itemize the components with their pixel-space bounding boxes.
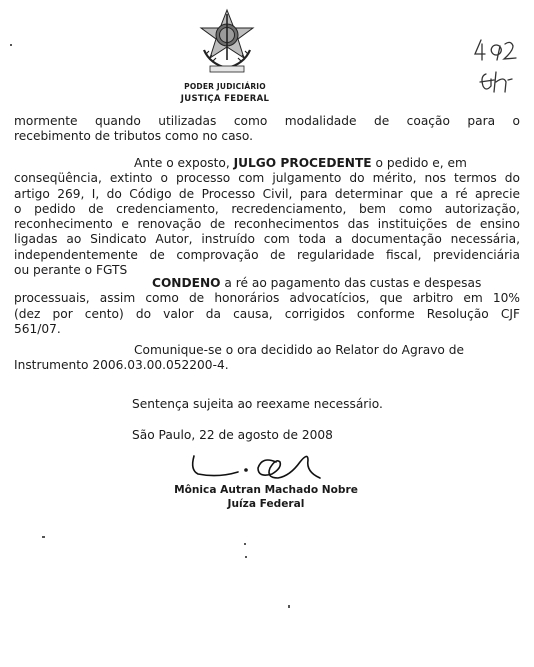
text-line: recebimento de tributos como no caso. [14,129,254,144]
review-sentence: Sentença sujeita ao reexame necessário. [132,397,383,411]
text-line: mormente quando utilizadas como modalidade de coação para o [14,114,520,128]
text-line: artigo 269, I, do Código de Processo Civil, para determinar que a ré aprecie [14,186,520,201]
text-line: ligadas ao Sindicato Autor, instruído com toda a documentação necessária, [14,232,520,247]
judge-name: Mônica Autran Machado Nobre [174,484,358,496]
text-line: independentemente de comprovação de regularidade fiscal, previdenciária [14,247,520,262]
scan-speck [244,543,246,545]
handwritten-signature [188,448,338,484]
text-line-first [14,156,520,171]
handwritten-page-note [472,36,522,100]
scan-speck [10,44,12,46]
scan-speck [245,556,247,558]
text-line: conseqüência, extinto o processo com julgamento do mérito, nos termos do [14,171,520,186]
text-line: processuais, assim como de honorários advocatícios, que arbitro em 10% [14,291,520,306]
date-line: São Paulo, 22 de agosto de 2008 [132,428,333,442]
text-line: o pedido de credenciamento, recredenciamento, bem como autorização, [14,201,520,216]
scan-speck [42,536,45,538]
condeno-bold: CONDENO [152,276,221,290]
ruling-bold: JULGO PROCEDENTE [233,156,372,170]
text-line-first [14,276,520,291]
paragraph-ruling [14,156,520,278]
scan-speck [288,605,290,608]
paragraph-communication [14,343,520,374]
text-line: Comunique-se o ora decidido ao Relator do Agravo de [134,343,464,357]
text-line: Instrumento 2006.03.00.052200-4. [14,358,229,373]
text-line: (dez por cento) do valor da causa, corrigidos conforme Resolução CJF [14,306,520,321]
court-header-line1: PODER JUDICIÁRIO [184,82,266,91]
text-line: reconhecimento e renovação de reconhecimentos das instituições de ensino [14,217,520,232]
brazil-coat-of-arms-icon [196,8,258,74]
judge-title: Juíza Federal [227,498,305,510]
paragraph-costs [14,276,520,337]
text-rest: o pedido e, em [371,156,467,170]
text-intro: Ante o exposto, [134,156,234,170]
paragraph-continuation [14,114,520,145]
text-line: ou perante o FGTS [14,263,128,278]
text-rest: a ré ao pagamento das custas e despesas [220,276,482,290]
text-line: 561/07. [14,321,61,336]
court-header-line2: JUSTIÇA FEDERAL [180,94,270,104]
